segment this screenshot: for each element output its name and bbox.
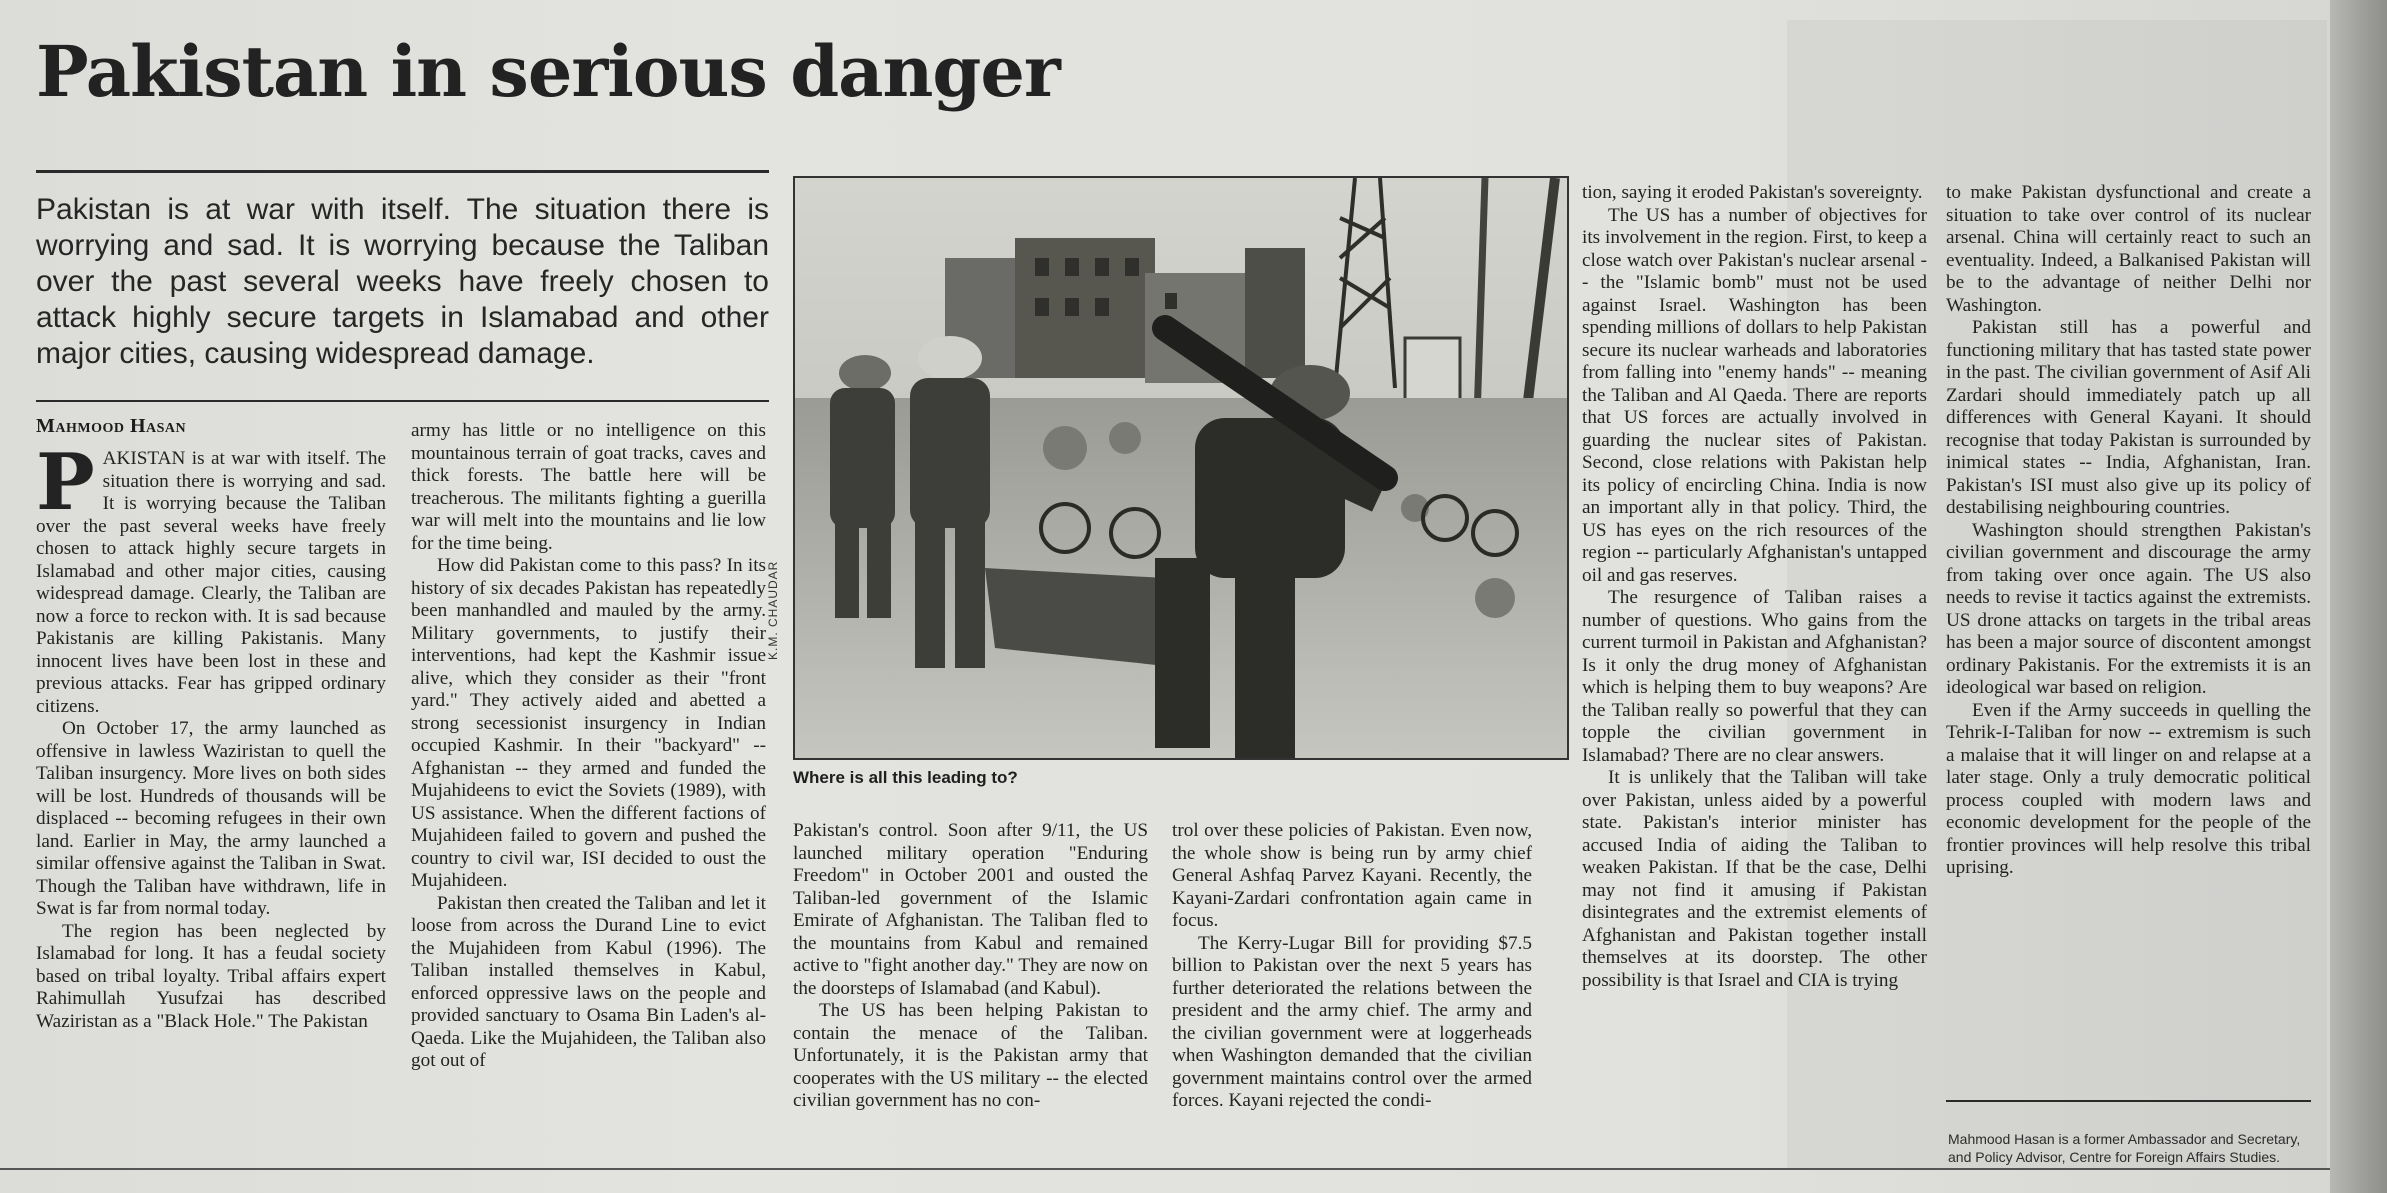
- paragraph: The US has a number of objectives for its involvement in the region. First, to keep a close watch over Pakistan's nuclear arsenal -- the "Islamic bomb" must not be used against Israel. Washington has been spending millions of dollars to help Pakistan secure its nuclear warheads and laboratories from falling into "enemy hands" -- meaning the Taliban and Al Qaeda. There are reports that US forces are actually involved in guarding the nuclear sites of Pakistan. Second, close relations with Pakistan help its policy of encircling China. India is now an important ally in that policy. Third, the US has eyes on the rich resources of the region -- particularly Afghanistan's untapped oil and gas reserves.: [1582, 204, 1927, 586]
- byline: Mahmood Hasan: [36, 415, 187, 437]
- article-deck: Pakistan is at war with itself. The situation there is worrying and sad. It is worrying because the Taliban over the past several weeks have freely chosen to attack highly secure targets in Islamabad and other major cities, causing widespread damage.: [36, 193, 769, 370]
- paragraph: The US has been helping Pakistan to contain the menace of the Taliban. Unfortunately, it is the Pakistan army that cooperates with the US military -- the elected civilian government has no con-: [793, 1000, 1148, 1111]
- paragraph: How did Pakistan come to this pass? In its history of six decades Pakistan has repeatedly been manhandled and mauled by the army. Military governments, to justify their interventions, had kept the Kashmir issue alive, which they consider as their "front yard." They actively aided and abetted a strong secessionist insurgency in Indian occupied Kashmir. In their "backyard" -- Afghanistan -- they armed and funded the Mujahideens to evict the Soviets (1989), with US assistance. When the different factions of Mujahideen failed to govern and pushed the country to civil war, ISI decided to oust the Mujahideen.: [411, 555, 766, 891]
- paragraph: Pakistan's control. Soon after 9/11, the US launched military operation "Enduring Freedom" in October 2001 and ousted the Taliban-led government of the Islamic Emirate of Afghanistan. The Taliban fled to the mountains from Kabul and remained active to "fight another day." They are now on the doorsteps of Islamabad (and Kabul).: [793, 820, 1148, 999]
- paragraph: to make Pakistan dysfunctional and create a situation to take over control of its nuclear arsenal. China will certainly react to such an eventuality. Indeed, a Balkanised Pakistan will be to the advantage of neither Delhi nor Washington.: [1946, 182, 2311, 316]
- column-2: [411, 420, 766, 1073]
- headline-rule: [36, 170, 769, 173]
- drop-cap: P: [36, 437, 95, 528]
- paragraph: tion, saying it eroded Pakistan's sovereignty.: [1582, 182, 1923, 203]
- paragraph: Washington should strengthen Pakistan's civilian government and discourage the army from taking over once again. The US also needs to revise it tactics against the extremists. US drone attacks on targets in the tribal areas has been a major source of discontent amongst ordinary Pakistanis. For the extremists it is an ideological war based on religion.: [1946, 519, 2311, 698]
- paragraph: The Kerry-Lugar Bill for providing $7.5 billion to Pakistan over the next 5 years has further deteriorated the relations between the president and the army chief. The army and the civilian government were at loggerheads when Washington demanded that the civilian government maintains control over the armed forces. Kayani rejected the condi-: [1172, 932, 1532, 1111]
- deck-rule: [36, 400, 769, 402]
- photo-caption: Where is all this leading to?: [793, 768, 1018, 787]
- author-note: Mahmood Hasan is a former Ambassador and Secretary, and Policy Advisor, Centre for Foreign Affairs Studies.: [1948, 1131, 2301, 1165]
- news-photo: [793, 176, 1569, 760]
- paragraph: trol over these policies of Pakistan. Even now, the whole show is being run by army chief General Ashfaq Parvez Kayani. Recently, the Kayani-Zardari confrontation again came in focus.: [1172, 820, 1532, 931]
- paragraph: army has little or no intelligence on this mountainous terrain of goat tracks, caves and thick forests. The battle here will be treacherous. The militants fighting a guerilla war will melt into the mountains and lie low for the time being.: [411, 420, 766, 554]
- paragraph: Pakistan then created the Taliban and let it loose from across the Durand Line to evict the Mujahideen from Kabul (1996). The Taliban installed themselves in Kabul, enforced oppressive laws on the people and provided sanctuary to Osama Bin Laden's al-Qaeda. Like the Mujahideen, the Taliban also got out of: [411, 892, 766, 1071]
- column-4: [1172, 820, 1532, 1113]
- paragraph: Pakistan still has a powerful and functioning military that has tasted state power in the past. The civilian government of Asif Ali Zardari should immediately patch up all differences with General Kayani. It should recognise that today Pakistan is surrounded by inimical states -- India, Afghanistan, Iran. Pakistan's ISI must also give up its policy of destabilising neighbouring countries.: [1946, 317, 2311, 518]
- soldiers-photo-illustration: [795, 178, 1567, 758]
- paragraph: The region has been neglected by Islamabad for long. It has a feudal society based on tribal loyalty. Tribal affairs expert Rahimullah Yusufzai has described Waziristan as a "Black Hole." The Pakistan: [36, 920, 386, 1032]
- paragraph: The resurgence of Taliban raises a number of questions. Who gains from the current turmoil in Pakistan and Afghanistan? Is it only the drug money of Afghanistan which is helping them to buy weapons? Are the Taliban really so powerful that they can topple the civilian government in Islamabad? There are no clear answers.: [1582, 587, 1927, 766]
- page-edge-shadow: [2330, 0, 2387, 1193]
- column-1: [36, 437, 386, 1033]
- article-headline: Pakistan in serious danger: [36, 30, 1060, 113]
- photo-credit: K.M. CHAUDAR: [766, 560, 780, 660]
- page-bottom-rule: [0, 1168, 2330, 1170]
- paragraph: It is unlikely that the Taliban will take over Pakistan, unless aided by a powerful state. Pakistan's interior minister has accused India of aiding the Taliban to weaken Pakistan. If that be the case, Delhi may not find it amusing if Pakistan disintegrates and the extremist elements of Afghanistan and Pakistan together install themselves at its doorstep. The other possibility is that Israel and CIA is trying: [1582, 767, 1927, 991]
- column-6: [1946, 182, 2311, 880]
- column-5: [1582, 182, 1927, 992]
- author-note-rule: [1946, 1100, 2311, 1102]
- column-3: [793, 820, 1148, 1113]
- paragraph: PAKISTAN is at war with itself. The situation there is worrying and sad. It is worrying because the Taliban over the past several weeks have freely chosen to attack highly secure targets in Islamabad and other major cities, causing widespread damage. Clearly, the Taliban are now a force to reckon with. It is sad because Pakistanis are killing Pakistanis. Many innocent lives have been lost in these and previous attacks. Fear has gripped ordinary citizens.: [36, 437, 386, 717]
- paragraph: On October 17, the army launched as offensive in lawless Waziristan to quell the Taliban insurgency. More lives on both sides will be lost. Hundreds of thousands will be displaced -- becoming refugees in their own land. Earlier in May, the army launched a similar offensive against the Taliban in Swat. Though the Taliban have withdrawn, life in Swat is far from normal today.: [36, 718, 386, 919]
- paragraph: Even if the Army succeeds in quelling the Tehrik-I-Taliban for now -- extremism is such a malaise that it will linger on and relapse at a later stage. Only a truly democratic political process coupled with modern laws and economic development for the people of the frontier provinces will help resolve this tribal uprising.: [1946, 699, 2311, 878]
